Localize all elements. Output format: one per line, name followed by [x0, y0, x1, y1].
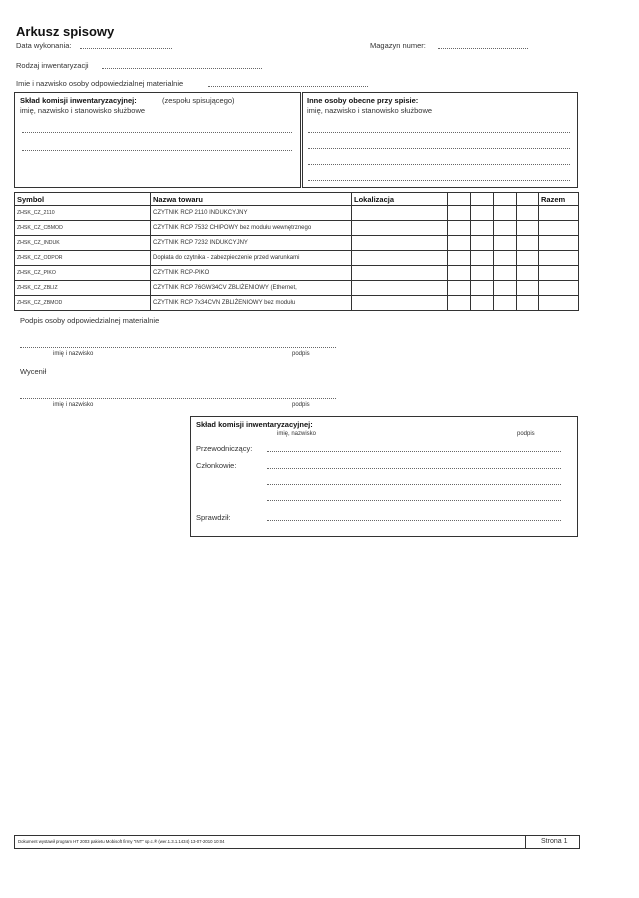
- col-blank: [448, 193, 471, 206]
- member-line: [267, 500, 561, 501]
- commission-signature-box: [190, 416, 578, 537]
- cell-blank: [448, 296, 471, 311]
- others-line: [308, 164, 570, 165]
- col-blank: [471, 193, 494, 206]
- commission-note: (zespołu spisującego): [162, 96, 235, 105]
- cell-location: [352, 296, 448, 311]
- cell-product-name: CZYTNIK RCP-PIKO: [151, 266, 352, 281]
- cell-product-name: CZYTNIK RCP 2110 INDUKCYJNY: [151, 206, 352, 221]
- inventory-type-label: Rodzaj inwentaryzacji: [16, 61, 89, 70]
- others-line: [308, 132, 570, 133]
- cell-location: [352, 206, 448, 221]
- chairman-line: [267, 451, 561, 452]
- valued-by-line: [20, 398, 336, 399]
- date-field: [80, 48, 172, 49]
- cell-total: [539, 206, 579, 221]
- cell-location: [352, 251, 448, 266]
- cell-blank: [448, 221, 471, 236]
- others-line: [308, 180, 570, 181]
- signature-caption: podpis: [517, 431, 535, 437]
- table-row: [15, 236, 579, 251]
- cell-blank: [471, 251, 494, 266]
- cell-blank: [517, 296, 539, 311]
- cell-product-name: CZYTNIK RCP 7232 INDUKCYJNY: [151, 236, 352, 251]
- member-line: [267, 484, 561, 485]
- commission-box: [14, 92, 301, 188]
- cell-blank: [448, 236, 471, 251]
- table-row: [15, 281, 579, 296]
- cell-total: [539, 296, 579, 311]
- signature-caption: podpis: [292, 402, 310, 408]
- cell-symbol: ZHSK_CZ_ZBMOD: [15, 296, 151, 311]
- cell-symbol: ZHSK_CZ_PIKO: [15, 266, 151, 281]
- responsible-person-field: [208, 86, 368, 87]
- cell-location: [352, 281, 448, 296]
- warehouse-field: [438, 48, 528, 49]
- others-box: [302, 92, 578, 188]
- cell-total: [539, 236, 579, 251]
- cell-blank: [494, 296, 517, 311]
- cell-product-name: CZYTNIK RCP 76GW34CV ZBLIŻENIOWY (Ethernet,: [151, 281, 352, 296]
- signature-caption: podpis: [292, 351, 310, 357]
- cell-blank: [471, 236, 494, 251]
- table-row: [15, 266, 579, 281]
- others-line: [308, 148, 570, 149]
- commission-signature-heading: Skład komisji inwentaryzacyjnej:: [196, 420, 313, 429]
- cell-blank: [494, 221, 517, 236]
- col-blank: [517, 193, 539, 206]
- responsible-signature-line: [20, 347, 336, 348]
- document-footer: [14, 835, 580, 849]
- cell-symbol: ZHSK_CZ_INDUK: [15, 236, 151, 251]
- cell-blank: [471, 221, 494, 236]
- name-caption: imię i nazwisko: [53, 402, 94, 408]
- cell-symbol: ZHSK_CZ_ZBLIZ: [15, 281, 151, 296]
- warehouse-label: Magazyn numer:: [370, 41, 426, 50]
- cell-blank: [494, 206, 517, 221]
- cell-blank: [448, 281, 471, 296]
- cell-location: [352, 266, 448, 281]
- cell-symbol: ZHSK_CZ_2110: [15, 206, 151, 221]
- cell-blank: [517, 251, 539, 266]
- cell-blank: [494, 281, 517, 296]
- page-number: Strona 1: [541, 838, 568, 845]
- col-product-name: Nazwa towaru: [151, 193, 352, 206]
- date-label: Data wykonania:: [16, 41, 72, 50]
- cell-blank: [517, 236, 539, 251]
- commission-heading: Skład komisji inwentaryzacyjnej:: [20, 96, 137, 105]
- cell-blank: [517, 281, 539, 296]
- cell-location: [352, 236, 448, 251]
- table-row: [15, 251, 579, 266]
- name-caption: imię i nazwisko: [53, 351, 94, 357]
- table-row: [15, 221, 579, 236]
- checked-by-label: Sprawdził:: [196, 513, 231, 522]
- responsible-person-label: Imie i nazwisko osoby odpowiedzialnej materialnie: [16, 79, 184, 88]
- responsible-signature-label: Podpis osoby odpowiedzialnej materialnie: [20, 316, 160, 325]
- commission-subtitle: imię, nazwisko i stanowisko służbowe: [20, 106, 146, 115]
- cell-blank: [448, 266, 471, 281]
- name-caption: imię, nazwisko: [277, 431, 317, 437]
- table-row: [15, 296, 579, 311]
- cell-product-name: Dopłata do czytnika - zabezpieczenie przed warunkami: [151, 251, 352, 266]
- col-blank: [494, 193, 517, 206]
- commission-line: [22, 132, 292, 133]
- cell-total: [539, 251, 579, 266]
- cell-symbol: ZHSK_CZ_ODPOR: [15, 251, 151, 266]
- cell-blank: [471, 206, 494, 221]
- members-label: Członkowie:: [196, 461, 237, 470]
- cell-blank: [517, 266, 539, 281]
- footer-divider: [525, 836, 526, 848]
- member-line: [267, 468, 561, 469]
- cell-location: [352, 221, 448, 236]
- cell-blank: [471, 296, 494, 311]
- table-row: [15, 206, 579, 221]
- cell-blank: [448, 251, 471, 266]
- footer-text: Dokument wystawił program HT 2003 pakietu Mobisoft firmy "INT" sp.c.® (wer.1.3.1.1434) 13-07-2010 10:04: [18, 839, 225, 844]
- cell-blank: [494, 266, 517, 281]
- col-total: Razem: [539, 193, 579, 206]
- inventory-type-field: [102, 68, 262, 69]
- valued-by-label: Wycenił: [20, 367, 47, 376]
- others-subtitle: imię, nazwisko i stanowisko służbowe: [307, 106, 433, 115]
- table-header-row: [15, 193, 579, 206]
- cell-total: [539, 221, 579, 236]
- commission-line: [22, 150, 292, 151]
- cell-blank: [494, 236, 517, 251]
- cell-product-name: CZYTNIK RCP 7x34CVN ZBLIŻENIOWY bez modułu: [151, 296, 352, 311]
- chairman-label: Przewodniczący:: [196, 444, 253, 453]
- cell-blank: [471, 266, 494, 281]
- inventory-table: [14, 192, 579, 311]
- others-heading: Inne osoby obecne przy spisie:: [307, 96, 419, 105]
- cell-blank: [448, 206, 471, 221]
- cell-blank: [517, 221, 539, 236]
- checked-by-line: [267, 520, 561, 521]
- cell-blank: [494, 251, 517, 266]
- document-title: Arkusz spisowy: [16, 24, 115, 39]
- cell-total: [539, 266, 579, 281]
- cell-product-name: CZYTNIK RCP 7532 CHIPOWY bez modułu wewnętrznego: [151, 221, 352, 236]
- col-symbol: Symbol: [15, 193, 151, 206]
- cell-total: [539, 281, 579, 296]
- col-location: Lokalizacja: [352, 193, 448, 206]
- cell-blank: [471, 281, 494, 296]
- cell-symbol: ZHSK_CZ_CBMOD: [15, 221, 151, 236]
- cell-blank: [517, 206, 539, 221]
